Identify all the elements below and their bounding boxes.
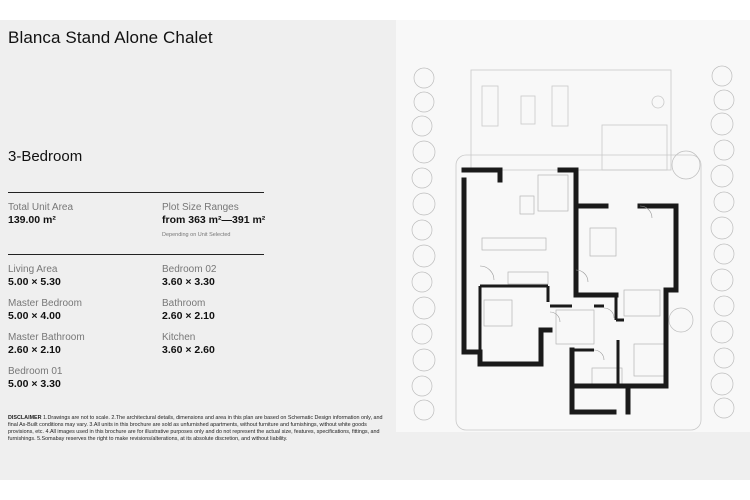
room-spec [8, 298, 82, 322]
landscaping-trees-right [669, 66, 734, 418]
plot-size-note: Depending on Unit Selected [162, 232, 231, 238]
room-dimensions: 3.60 × 3.30 [162, 276, 215, 288]
room-dimensions: 5.00 × 4.00 [8, 310, 61, 322]
dining-table [520, 196, 534, 214]
plot-size-value: from 363 m²—391 m² [162, 214, 266, 226]
bedroom-count-heading: 3-Bedroom [8, 148, 83, 165]
side-table [652, 96, 664, 108]
divider [8, 192, 264, 193]
room-spec [162, 332, 215, 356]
door-swings [480, 206, 652, 360]
plot-size-label: Plot Size Ranges [162, 202, 239, 213]
kitchen-island [482, 238, 546, 250]
double-bed [634, 344, 664, 376]
room-label: Master Bathroom [8, 332, 85, 343]
sun-lounger [521, 96, 535, 124]
divider [8, 254, 264, 255]
room-label: Bathroom [162, 298, 206, 309]
room-dimensions: 5.00 × 3.30 [8, 378, 61, 390]
floor-plan [396, 20, 750, 432]
landscaping-trees-left [412, 68, 435, 420]
disclaimer [8, 415, 386, 443]
sun-lounger [552, 86, 568, 126]
room-dimensions: 3.60 × 2.60 [162, 344, 215, 356]
disclaimer-text: 1.Drawings are not to scale. 2.The architectural details, dimensions and area in this plan are based on Schematic Design information only, and final As-Built conditions may vary. 3.All units in this brochure are sold as unfurnished apartments, without furniture and furnishings, without white goods provisions, etc. 4.All images used in this brochure are for illustrative purposes only and do not represent the actual size, features, specifications, fittings, and furnishings. 5.Somabay reserves the right to make revisions/alterations, at its absolute discretion, and without liability. [8, 415, 383, 442]
kitchen-counter [538, 175, 568, 211]
bathroom-fixtures [556, 310, 594, 344]
room-dimensions: 2.60 × 2.10 [8, 344, 61, 356]
double-bed [484, 300, 512, 326]
room-label: Bedroom 01 [8, 366, 63, 377]
kitchen-worktop [508, 272, 548, 284]
floor-plan-drawing [396, 20, 750, 432]
bathroom-fixtures [624, 290, 660, 316]
room-label: Master Bedroom [8, 298, 82, 309]
room-label: Kitchen [162, 332, 196, 343]
room-label: Bedroom 02 [162, 264, 217, 275]
sun-lounger [482, 86, 498, 126]
unit-area-value: 139.00 m² [8, 214, 56, 226]
room-spec [162, 264, 216, 288]
room-dimensions: 2.60 × 2.10 [162, 310, 215, 322]
room-label: Living Area [8, 264, 58, 275]
room-spec [8, 332, 85, 356]
room-spec [8, 366, 62, 390]
unit-area-spec [8, 202, 73, 226]
double-bed [590, 228, 616, 256]
unit-area-label: Total Unit Area [8, 202, 74, 213]
room-spec [8, 264, 61, 288]
plot-size-spec [162, 202, 265, 241]
page-title: Blanca Stand Alone Chalet [8, 28, 213, 47]
room-spec [162, 298, 215, 322]
interior-walls [480, 286, 624, 386]
disclaimer-heading: DISCLAIMER [8, 415, 42, 421]
outdoor-table [602, 125, 667, 170]
room-dimensions: 5.00 × 5.30 [8, 276, 61, 288]
